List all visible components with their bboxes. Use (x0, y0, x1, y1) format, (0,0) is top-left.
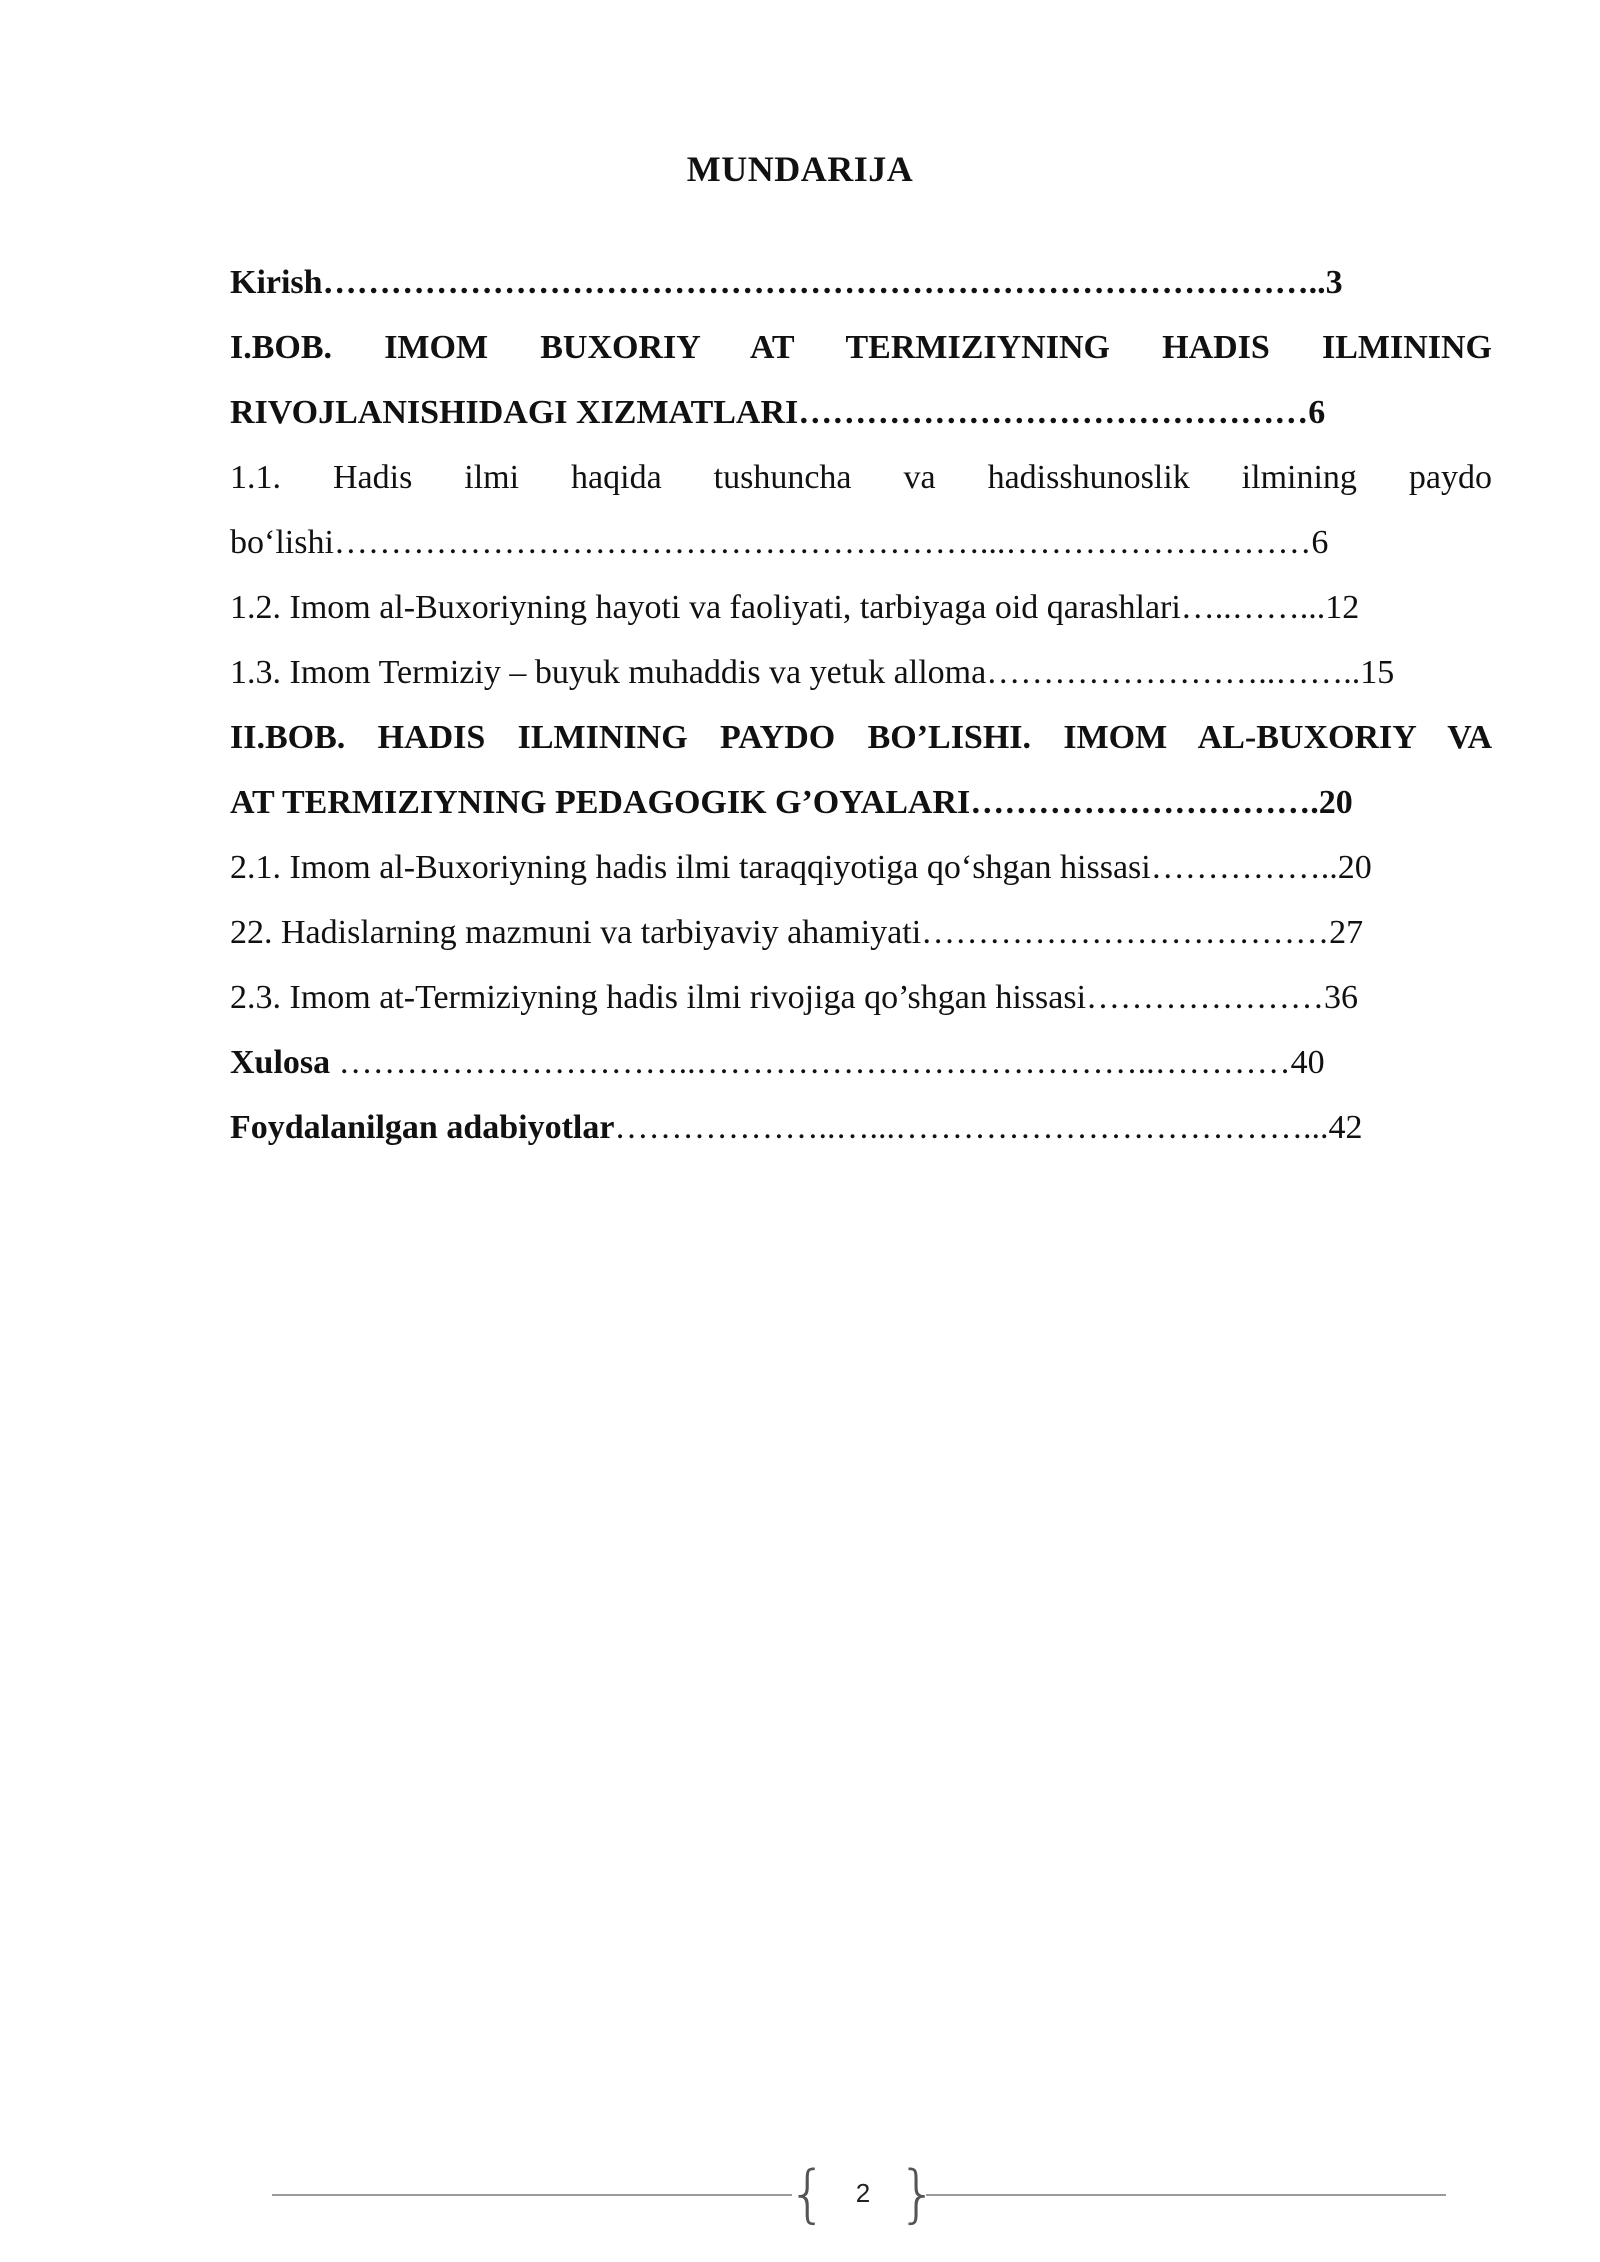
toc-entry-adabiyotlar (230, 1095, 1492, 1160)
toc-entry-bob1-line1: I.BOB. IMOM BUXORIY AT TERMIZIYNING HADIS ILMINING (230, 329, 1492, 366)
footer-rule-left (272, 2194, 792, 2196)
toc-entry-1-2: 1.2. Imom al-Buxoriyning hayoti va faoliyati, tarbiyaga oid qarashlari…..……...12 (230, 589, 1360, 626)
right-bracket-icon: } (898, 2157, 938, 2230)
toc-entry-xulosa-leader: …………………………..…………………………………..…………40 (330, 1044, 1325, 1081)
toc-entry-kirish-label: Kirish……………………………………………………………………………..3 (230, 264, 1343, 301)
toc-entry-1-1-line1: 1.1. Hadis ilmi haqida tushuncha va hadisshunoslik ilmining paydo (230, 459, 1492, 496)
toc-entry-xulosa-label: Xulosa (230, 1044, 331, 1081)
toc-entry-1-3: 1.3. Imom Termiziy – buyuk muhaddis va yetuk alloma……………………..……..15 (230, 654, 1395, 691)
footer-rule-right (926, 2194, 1446, 2196)
table-of-contents (230, 250, 1492, 1160)
toc-entry-2-1: 2.1. Imom al-Buxoriyning hadis ilmi taraqqiyotiga qo‘shgan hissasi……………..20 (230, 849, 1372, 886)
toc-entry-adabiyotlar-label: Foydalanilgan adabiyotlar (230, 1109, 615, 1146)
left-bracket-icon: { (788, 2157, 828, 2230)
toc-entry-1-1-line2: bo‘lishi…………………………………………………...………………………6 (230, 524, 1329, 561)
toc-entry-bob1-line2: RIVOJLANISHIDAGI XIZMATLARI………………………………………6 (230, 394, 1326, 431)
page-title: MUNDARIJA (686, 149, 914, 189)
page-number: 2 (855, 2178, 871, 2208)
toc-entry-2-2: 22. Hadislarning mazmuni va tarbiyaviy ahamiyati………………………………27 (230, 914, 1364, 951)
toc-entry-bob2-line1: II.BOB. HADIS ILMINING PAYDO BO’LISHI. IMOM AL-BUXORIY VA (230, 719, 1492, 756)
toc-entry-xulosa (230, 1030, 1492, 1095)
toc-entry-2-3: 2.3. Imom at-Termiziyning hadis ilmi rivojiga qo’shgan hissasi…………………36 (230, 979, 1359, 1016)
toc-entry-adabiyotlar-leader: ………………..…...………………………………...42 (614, 1109, 1363, 1146)
toc-entry-bob2-line2: AT TERMIZIYNING PEDAGOGIK G’OYALARI………………………….20 (230, 784, 1353, 821)
toc-entry-kirish (230, 250, 1492, 315)
